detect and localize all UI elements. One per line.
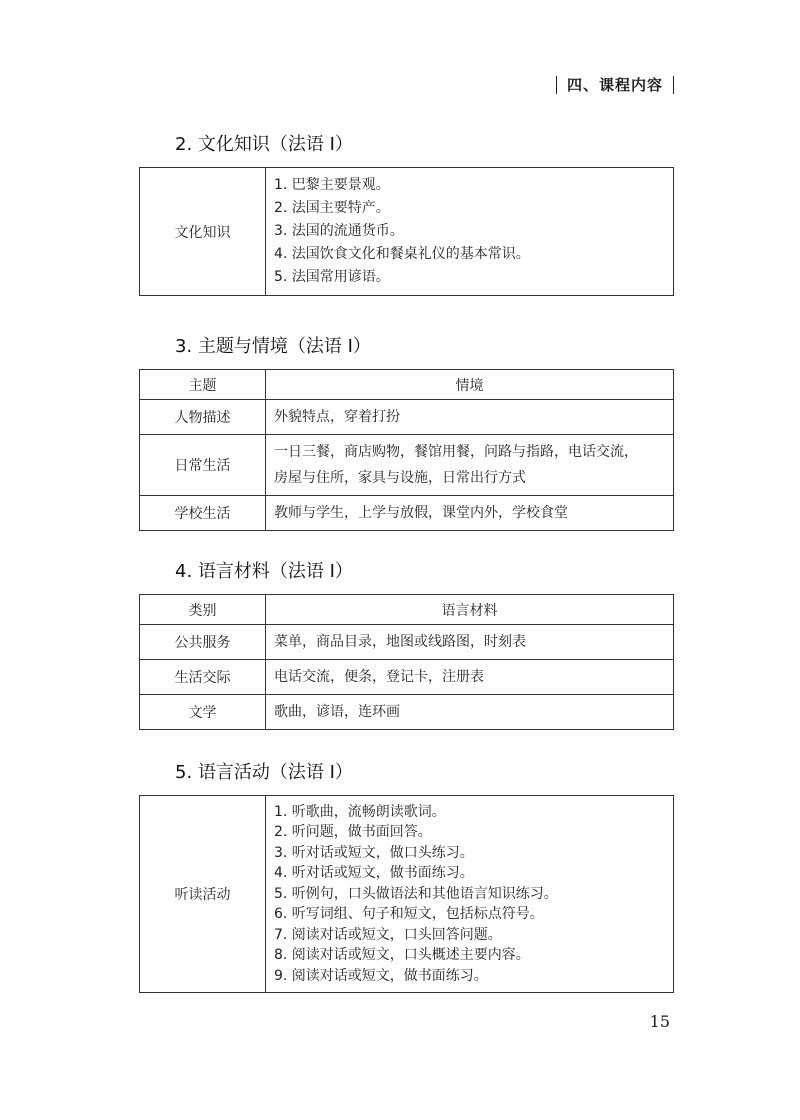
list-item: 1. 巴黎主要景观。 [274,177,390,193]
row-label: 文学 [140,695,266,730]
materials-header-row [140,595,674,625]
list-item: 4. 听对话或短文，做书面练习。 [274,865,474,882]
list-item: 1. 听歌曲，流畅朗读歌词。 [274,803,446,820]
list-item: 6. 听写词组、句子和短文，包括标点符号。 [274,906,544,923]
materials-table [139,594,674,730]
page-number: 15 [649,1012,670,1031]
table-row [140,660,674,695]
list-item: 3. 听对话或短文，做口头练习。 [274,844,474,861]
list-item: 7. 阅读对话或短文，口头回答问题。 [274,926,502,943]
themes-header-theme: 主题 [140,370,266,400]
table-row [140,496,674,531]
section-title-materials: 4. 语言材料（法语 I） [175,561,353,582]
materials-header-material: 语言材料 [266,595,674,625]
section-title-culture: 2. 文化知识（法语 I） [175,134,353,155]
activities-list [266,798,673,991]
row-label: 人物描述 [140,400,266,435]
running-header-text: 四、课程内容 [566,76,663,94]
row-label: 日常生活 [140,435,266,496]
list-item: 4. 法国饮食文化和餐桌礼仪的基本常识。 [274,246,530,262]
themes-header-row [140,370,674,400]
themes-table [139,369,674,531]
list-item: 5. 法国常用谚语。 [274,269,390,285]
list-item: 2. 听问题，做书面回答。 [274,824,432,841]
activities-items-cell [266,796,674,993]
list-item: 2. 法国主要特产。 [274,200,390,216]
header-divider-left [556,76,557,94]
culture-items-cell [266,168,674,296]
section-title-activities: 5. 语言活动（法语 I） [175,762,353,783]
culture-row [140,168,674,296]
row-text [266,435,674,496]
row-label: 学校生活 [140,496,266,531]
header-divider-right [673,76,674,94]
row-text-line: 一日三餐，商店购物，餐馆用餐，问路与指路，电话交流， [274,444,638,460]
activities-table [139,795,674,993]
row-text: 电话交流，便条，登记卡，注册表 [266,660,674,695]
running-header [556,74,674,95]
row-text: 菜单，商品目录，地图或线路图，时刻表 [266,625,674,660]
row-text: 歌曲，谚语，连环画 [266,695,674,730]
row-text: 教师与学生，上学与放假，课堂内外，学校食堂 [266,496,674,531]
activities-row-label: 听读活动 [140,796,266,993]
culture-table [139,167,674,296]
table-row [140,625,674,660]
row-text: 外貌特点，穿着打扮 [266,400,674,435]
list-item: 5. 听例句，口头做语法和其他语言知识练习。 [274,885,558,902]
section-title-themes: 3. 主题与情境（法语 I） [175,336,371,357]
row-text-line: 房屋与住所，家具与设施，日常出行方式 [274,470,526,486]
list-item: 8. 阅读对话或短文，口头概述主要内容。 [274,947,530,964]
themes-header-context: 情境 [266,370,674,400]
table-row [140,400,674,435]
list-item: 3. 法国的流通货币。 [274,223,404,239]
culture-row-label: 文化知识 [140,168,266,296]
table-row [140,695,674,730]
table-row [140,435,674,496]
row-label: 公共服务 [140,625,266,660]
row-label: 生活交际 [140,660,266,695]
activities-row [140,796,674,993]
materials-header-category: 类别 [140,595,266,625]
culture-list [266,168,673,295]
list-item: 9. 阅读对话或短文，做书面练习。 [274,967,488,984]
